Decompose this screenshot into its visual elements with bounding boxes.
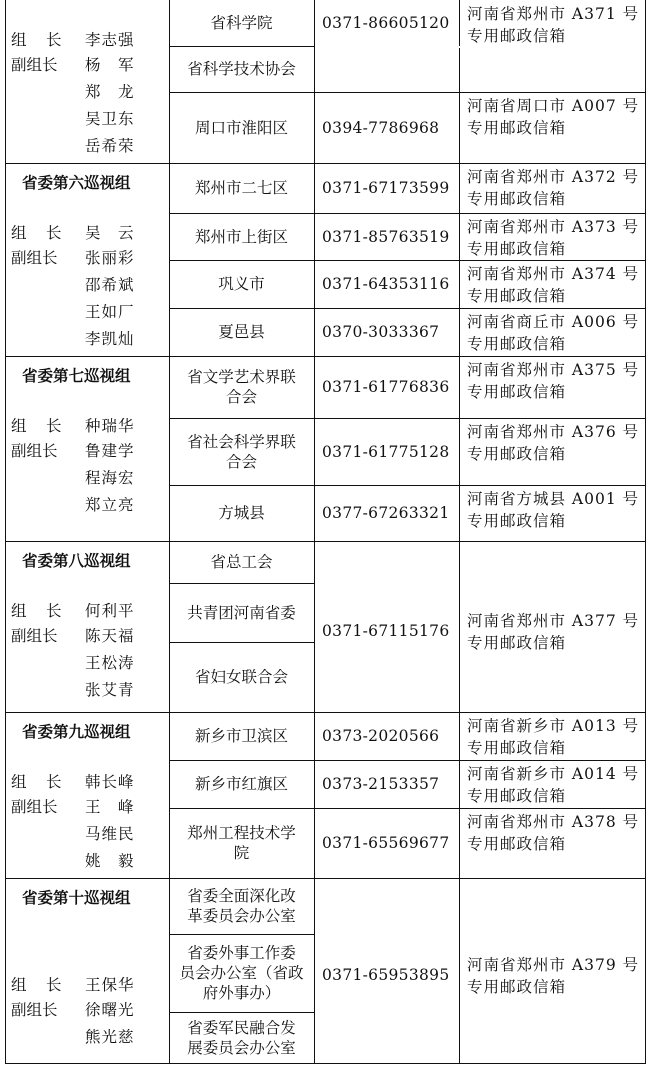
phone-number: 0371-64353116 [322,275,450,293]
group-title: 省委第六巡视组 [22,173,131,192]
unit-name: 员会办公室（省政 [179,964,304,982]
deputy-name: 马维民 [85,825,135,843]
row-divider [5,712,646,713]
leader-name: 种瑞华 [85,417,135,435]
deputy-name: 程海宏 [85,469,135,487]
mailbox-address: 河南省商丘市 A006 号 [467,313,640,331]
leader-name: 何利平 [85,602,135,620]
mailbox-address: 专用邮政信箱 [467,27,567,45]
group-title: 省委第七巡视组 [22,366,131,385]
deputy-name: 徐曙光 [85,1001,135,1019]
deputy-name: 岳希荣 [85,137,135,155]
mailbox-address: 河南省郑州市 A378 号 [467,813,640,831]
mailbox-address: 专用邮政信箱 [467,119,567,137]
leader-name: 吴 云 [85,224,135,242]
unit-name: 省科学技术协会 [187,60,296,78]
deputy-name: 鲁建学 [85,442,135,460]
phone-number: 0377-67263321 [322,504,450,522]
leader-label: 组 长 [11,417,64,435]
deputy-name: 姚 毅 [85,852,135,870]
deputy-name: 邵希斌 [85,276,135,294]
row-divider [5,356,646,357]
row-divider [169,583,315,584]
unit-name: 郑州市上街区 [194,228,288,246]
phone-number: 0371-86605120 [322,14,450,32]
mailbox-address: 河南省郑州市 A372 号 [467,168,640,186]
mailbox-address: 河南省郑州市 A377 号 [467,612,640,630]
unit-name: 方城县 [218,504,265,522]
unit-name: 夏邑县 [218,323,265,341]
column-divider [314,0,315,1064]
row-divider [169,642,315,643]
unit-name: 郑州市二七区 [194,179,288,197]
unit-name: 周口市淮阳区 [194,119,288,137]
deputy-label: 副组长 [11,442,58,460]
phone-number: 0371-65953895 [322,966,450,984]
deputy-name: 吴卫东 [85,110,135,128]
deputy-name: 张艾青 [85,681,135,699]
row-divider [169,308,646,309]
row-divider [169,760,646,761]
leader-name: 韩长峰 [85,773,135,791]
mailbox-address: 河南省方城县 A001 号 [467,490,640,508]
unit-name: 展委员会办公室 [187,1039,296,1057]
leader-name: 王保华 [85,976,135,994]
deputy-name: 陈天福 [85,627,135,645]
row-divider [5,541,646,542]
deputy-name: 王松涛 [85,654,135,672]
deputy-name: 王 峰 [85,798,135,816]
phone-number: 0371-67173599 [322,179,450,197]
deputy-label: 副组长 [11,249,58,267]
unit-name: 省科学院 [210,14,273,32]
unit-name: 革委员会办公室 [187,907,296,925]
column-divider [645,0,646,1064]
mailbox-address: 专用邮政信箱 [467,787,567,805]
unit-name: 合会 [225,388,257,406]
row-divider [169,92,646,93]
phone-number: 0373-2153357 [322,775,440,793]
deputy-name: 杨 军 [85,56,135,74]
mailbox-address: 河南省郑州市 A373 号 [467,218,640,236]
mailbox-address: 专用邮政信箱 [467,383,567,401]
mailbox-address: 河南省郑州市 A375 号 [467,361,640,379]
unit-name: 省文学艺术界联 [187,368,296,386]
unit-name: 合会 [225,453,257,471]
row-divider [169,213,646,214]
row-divider [169,260,646,261]
deputy-label: 副组长 [11,1001,58,1019]
unit-name: 省总工会 [210,553,273,571]
leader-label: 组 长 [11,31,64,49]
mailbox-address: 专用邮政信箱 [467,445,567,463]
mailbox-address: 专用邮政信箱 [467,287,567,305]
unit-name: 省委外事工作委 [187,944,296,962]
unit-name: 共青团河南省委 [187,604,296,622]
unit-name: 省妇女联合会 [194,668,288,686]
phone-number: 0371-67115176 [322,622,450,640]
mailbox-address: 专用邮政信箱 [467,835,567,853]
row-divider [5,163,646,164]
phone-number: 0373-2020566 [322,727,440,745]
mailbox-address: 河南省郑州市 A376 号 [467,423,640,441]
deputy-name: 郑 龙 [85,83,135,101]
unit-name: 省委军民融合发 [187,1019,296,1037]
group-title: 省委第十巡视组 [22,888,131,907]
mailbox-address: 河南省新乡市 A014 号 [467,765,640,783]
leader-label: 组 长 [11,224,64,242]
unit-name: 府外事办） [202,984,281,1002]
unit-name: 新乡市红旗区 [194,775,288,793]
mailbox-address: 河南省郑州市 A371 号 [467,5,640,23]
row-divider [169,1012,315,1013]
leader-name: 李志强 [85,31,135,49]
mailbox-address: 专用邮政信箱 [467,335,567,353]
mailbox-address: 专用邮政信箱 [467,739,567,757]
merged-cell-cover [315,46,645,48]
row-divider [169,808,646,809]
deputy-name: 王如厂 [85,303,135,321]
phone-number: 0394-7786968 [322,119,440,137]
phone-number: 0370-3033367 [322,323,440,341]
mailbox-address: 河南省郑州市 A374 号 [467,265,640,283]
deputy-label: 副组长 [11,56,58,74]
unit-name: 郑州工程技术学 [187,824,296,842]
unit-name: 省社会科学界联 [187,433,296,451]
phone-number: 0371-61776836 [322,378,450,396]
mailbox-address: 专用邮政信箱 [467,634,567,652]
deputy-name: 张丽彩 [85,249,135,267]
leader-label: 组 长 [11,773,64,791]
unit-name: 新乡市卫滨区 [194,727,288,745]
mailbox-address: 河南省新乡市 A013 号 [467,717,640,735]
deputy-name: 郑立亮 [85,496,135,514]
deputy-name: 李凯灿 [85,330,135,348]
column-divider [5,0,6,1064]
row-divider [169,934,315,935]
group-title: 省委第八巡视组 [22,551,131,570]
unit-name: 省委全面深化改 [187,887,296,905]
column-divider [459,0,460,1064]
phone-number: 0371-85763519 [322,228,450,246]
row-divider [169,485,646,486]
mailbox-address: 专用邮政信箱 [467,190,567,208]
mailbox-address: 河南省周口市 A007 号 [467,97,640,115]
unit-name: 巩义市 [218,275,265,293]
phone-number: 0371-61775128 [322,443,450,461]
row-divider [169,418,646,419]
mailbox-address: 专用邮政信箱 [467,978,567,996]
mailbox-address: 专用邮政信箱 [467,240,567,258]
deputy-label: 副组长 [11,798,58,816]
unit-name: 院 [233,844,250,862]
deputy-label: 副组长 [11,627,58,645]
mailbox-address: 专用邮政信箱 [467,512,567,530]
leader-label: 组 长 [11,602,64,620]
mailbox-address: 河南省郑州市 A379 号 [467,956,640,974]
phone-number: 0371-65569677 [322,834,450,852]
leader-label: 组 长 [11,976,64,994]
row-divider [5,878,646,879]
group-title: 省委第九巡视组 [22,722,131,741]
row-divider [5,1063,646,1064]
deputy-name: 熊光慈 [85,1028,135,1046]
